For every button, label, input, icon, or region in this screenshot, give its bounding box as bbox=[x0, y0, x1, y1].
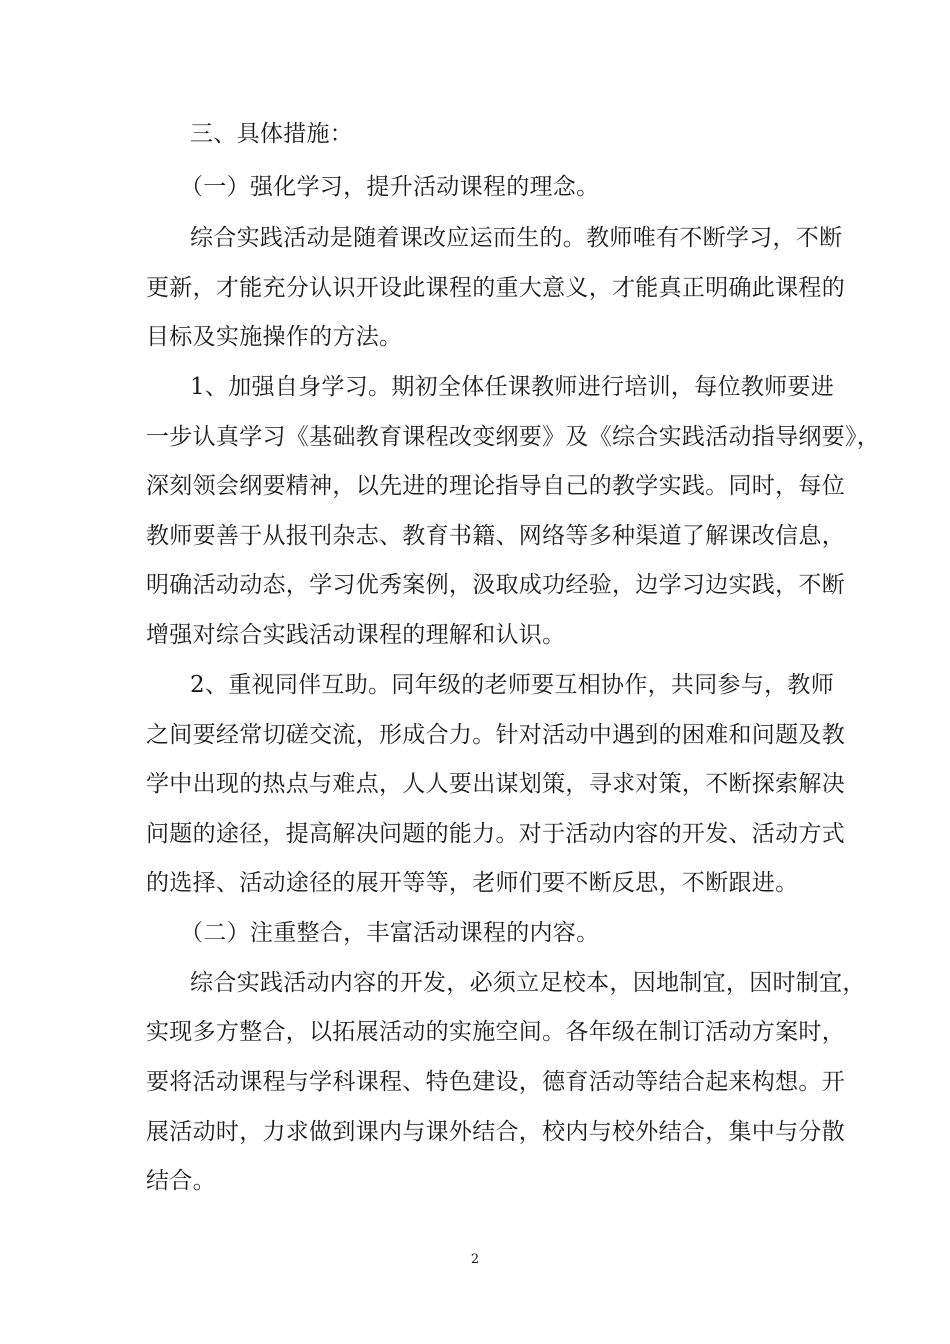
paragraph-line: 要将活动课程与学科课程、特色建设，德育活动等结合起来构想。开 bbox=[146, 1069, 845, 1095]
paragraph-line: 之间要经常切磋交流，形成合力。针对活动中遇到的困难和问题及教 bbox=[146, 722, 845, 748]
section-heading: 三、具体措施： bbox=[190, 121, 354, 147]
paragraph-line: 增强对综合实践活动课程的理解和认识。 bbox=[146, 622, 566, 648]
paragraph-line: 综合实践活动内容的开发，必须立足校本，因地制宜，因时制宜， bbox=[190, 970, 866, 996]
paragraph-line: 学中出现的热点与难点，人人要出谋划策，寻求对策，不断探索解决 bbox=[146, 771, 845, 797]
paragraph-line: 1、加强自身学习。期初全体任课教师进行培训，每位教师要进 bbox=[190, 374, 835, 400]
paragraph-line: 一步认真学习《基础教育课程改变纲要》及《综合实践活动指导纲要》， bbox=[146, 424, 881, 450]
paragraph-line: 结合。 bbox=[146, 1168, 216, 1194]
paragraph-line: 教师要善于从报刊杂志、教育书籍、网络等多种渠道了解课改信息， bbox=[146, 523, 845, 549]
paragraph-line: 综合实践活动是随着课改应运而生的。教师唯有不断学习，不断 bbox=[190, 225, 843, 251]
paragraph-line: 更新，才能充分认识开设此课程的重大意义，才能真正明确此课程的 bbox=[146, 275, 845, 301]
subsection-heading-2: （二）注重整合，丰富活动课程的内容。 bbox=[180, 920, 600, 946]
page-number: 2 bbox=[470, 1252, 480, 1267]
paragraph-line: 深刻领会纲要精神，以先进的理论指导自己的教学实践。同时，每位 bbox=[146, 473, 845, 499]
paragraph-line: 2、重视同伴互助。同年级的老师要互相协作，共同参与，教师 bbox=[190, 672, 835, 698]
paragraph-line: 问题的途径，提高解决问题的能力。对于活动内容的开发、活动方式 bbox=[146, 821, 845, 847]
paragraph-line: 明确活动动态，学习优秀案例，汲取成功经验，边学习边实践，不断 bbox=[146, 572, 845, 598]
paragraph-line: 目标及实施操作的方法。 bbox=[146, 324, 403, 350]
paragraph-line: 展活动时，力求做到课内与课外结合，校内与校外结合，集中与分散 bbox=[146, 1119, 845, 1145]
paragraph-line: 的选择、活动途径的展开等等，老师们要不断反思，不断跟进。 bbox=[146, 870, 799, 896]
subsection-heading-1: （一）强化学习，提升活动课程的理念。 bbox=[180, 174, 600, 200]
paragraph-line: 实现多方整合，以拓展活动的实施空间。各年级在制订活动方案时， bbox=[146, 1019, 845, 1045]
